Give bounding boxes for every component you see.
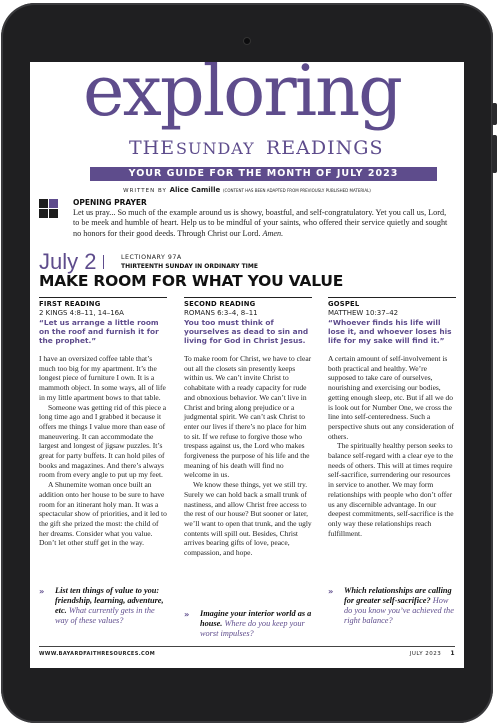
masthead-sunday: SUNDAY [176, 139, 255, 158]
scripture-quote: “Let us arrange a little room on the roof and furnish it for the prophet.” [39, 318, 159, 345]
masthead-title: exploring [83, 62, 401, 132]
prayer-title: OPENING PRAYER [73, 198, 147, 207]
byline [30, 186, 464, 194]
page-screen [30, 62, 464, 668]
guillemet-icon: » [184, 609, 190, 619]
reflection-colored: What currently gets in the way of these values? [55, 606, 155, 625]
paragraph: To make room for Christ, we have to clear out all the closets sin presently keeps within us. We can’t invite Christ to cohabitate with a ready capacity for rude and obnoxious behavior. We can’t live in Christ and bring along prejudice or a judgmental spirit. We can’t ask Christ to enter our lives if there’s no place for him to sit. If we refuse to forgive those who trespass against us, the Lord who makes forgiveness the purpose of his life and the meaning of his death will find no welcome in us. [184, 354, 312, 480]
reflection-bold: Which relationships are calling for greater self-sacrifice? [344, 586, 452, 605]
prayer-body: Let us pray... So much of the example around us is showy, boastful, and self-congratulatory. Yet you call us, Lord, to be meek and humble of heart. Help us to be mindful of your saints, who offered their service quietly and sought no honors for their good deeds. Through Christ our Lord. [73, 208, 448, 238]
scripture-citation: MATTHEW 10:37–42 [328, 309, 399, 317]
column-body [328, 354, 456, 538]
column-body [39, 354, 167, 548]
first-reading-column [39, 297, 167, 548]
footer-date [410, 650, 455, 657]
lectionary-number: LECTIONARY 97A [121, 254, 182, 261]
column-heading: GOSPEL [328, 300, 360, 308]
reflection-question-1 [39, 586, 167, 626]
camera-icon [243, 37, 251, 45]
adaptation-note: (CONTENT HAS BEEN ADAPTED FROM PREVIOUSLY PUBLISHED MATERIAL) [222, 188, 371, 193]
column-body [184, 354, 312, 558]
column-rule [39, 297, 167, 298]
section-date: July 2 [39, 249, 97, 274]
second-reading-column [184, 297, 312, 558]
footer-month: JULY 2023 [409, 651, 442, 657]
reflection-text [184, 609, 312, 639]
reflection-colored: Where do you keep your worst impulses? [200, 619, 305, 638]
sunday-name: THIRTEENTH SUNDAY IN ORDINARY TIME [121, 263, 258, 270]
author-name: Alice Camille [169, 186, 221, 194]
tablet-frame [1, 3, 493, 723]
volume-button[interactable] [492, 135, 497, 173]
scripture-quote: You too must think of yourselves as dead to sin and living for God in Christ Jesus. [184, 318, 309, 345]
footer-rule [39, 646, 455, 647]
page-number: 1 [450, 650, 455, 657]
scripture-quote: “Whoever finds his life will lose it, and whoever loses his life for my sake will find it.” [328, 318, 452, 345]
power-button[interactable] [492, 103, 497, 125]
reflection-text [39, 586, 167, 626]
reflection-question-3 [328, 586, 456, 626]
guide-banner: YOUR GUIDE FOR THE MONTH OF JULY 2023 [90, 167, 437, 181]
column-heading: SECOND READING [184, 300, 256, 308]
column-rule [184, 297, 312, 298]
paragraph: Someone was getting rid of this piece a long time ago and I grabbed it because it offers me things I value more than ease of maneuvering. It can accommodate the largest and longest of jigsaw puzzles. It’s great for party buffets. It can hold piles of books and magazines. And there’s always room from every angle to put up my feet. [39, 402, 167, 480]
masthead-the: THE [129, 137, 176, 159]
paragraph: We know these things, yet we still try. Surely we can hold back a small trunk of nastiness, and allow Christ free access to the rest of our house? But sooner or later, we’ll want to open that trunk, and the ugly contents will spill out. Besides, Christ arrives bearing gifts of love, peace, compassion, and hope. [184, 480, 312, 558]
reflection-text [328, 586, 456, 626]
date-divider [103, 255, 104, 269]
paragraph: A Shunemite woman once built an addition onto her house to be sure to have room for an itinerant holy man. It was a spectacular show of priorities, and it led to the gift she prized the most: the child of her dreams. Consider what you value. Don’t let other stuff get in the way. [39, 480, 167, 548]
paragraph: The spiritually healthy person seeks to balance self-regard with a clear eye to the needs of others. This will at times require self-sacrifice, surrendering our resources in service to another. We may form relationships with people who don’t offer us any discernible advantage. In our deepest commitments, self-sacrifice is the only way these relationships reach fulfillment. [328, 441, 454, 538]
prayer-squares-icon [39, 199, 58, 218]
paragraph: A certain amount of self-involvement is both practical and healthy. We’re supposed to take care of ourselves, nourishing and exercising our bodies, getting enough sleep, etc. But if all we do is look out for Number One, we cross the line into self-centeredness. Such a perspective shuts out any consideration of others. [328, 354, 455, 441]
column-heading: FIRST READING [39, 300, 101, 308]
guillemet-icon: » [39, 586, 45, 596]
prayer-text [73, 208, 453, 239]
guillemet-icon: » [328, 586, 334, 596]
reflection-colored: How do you know you’ve achieved the right balance? [344, 596, 454, 625]
reflection-bold: List ten things of value to you: friendship, learning, adventure, etc. [55, 586, 164, 615]
section-title: MAKE ROOM FOR WHAT YOU VALUE [39, 272, 344, 290]
footer-url[interactable]: WWW.BAYARDFAITHRESOURCES.COM [39, 651, 156, 657]
prayer-amen: Amen. [262, 228, 284, 238]
scripture-citation: 2 KINGS 4:8–11, 14–16A [39, 309, 124, 317]
reflection-bold: Imagine your interior world as a house. [200, 609, 312, 628]
gospel-column [328, 297, 456, 538]
masthead-readings: READINGS [266, 137, 384, 159]
byline-prefix: WRITTEN BY [123, 188, 167, 194]
paragraph: I have an oversized coffee table that’s much too big for my apartment. It’s the longest piece of furniture I own. It is a mammoth object. In some ways, all of life in my little apartment bows to that table. [39, 354, 166, 402]
column-rule [328, 297, 456, 298]
masthead [30, 62, 464, 180]
reflection-question-2 [184, 609, 312, 639]
scripture-citation: ROMANS 6:3–4, 8–11 [184, 309, 258, 317]
